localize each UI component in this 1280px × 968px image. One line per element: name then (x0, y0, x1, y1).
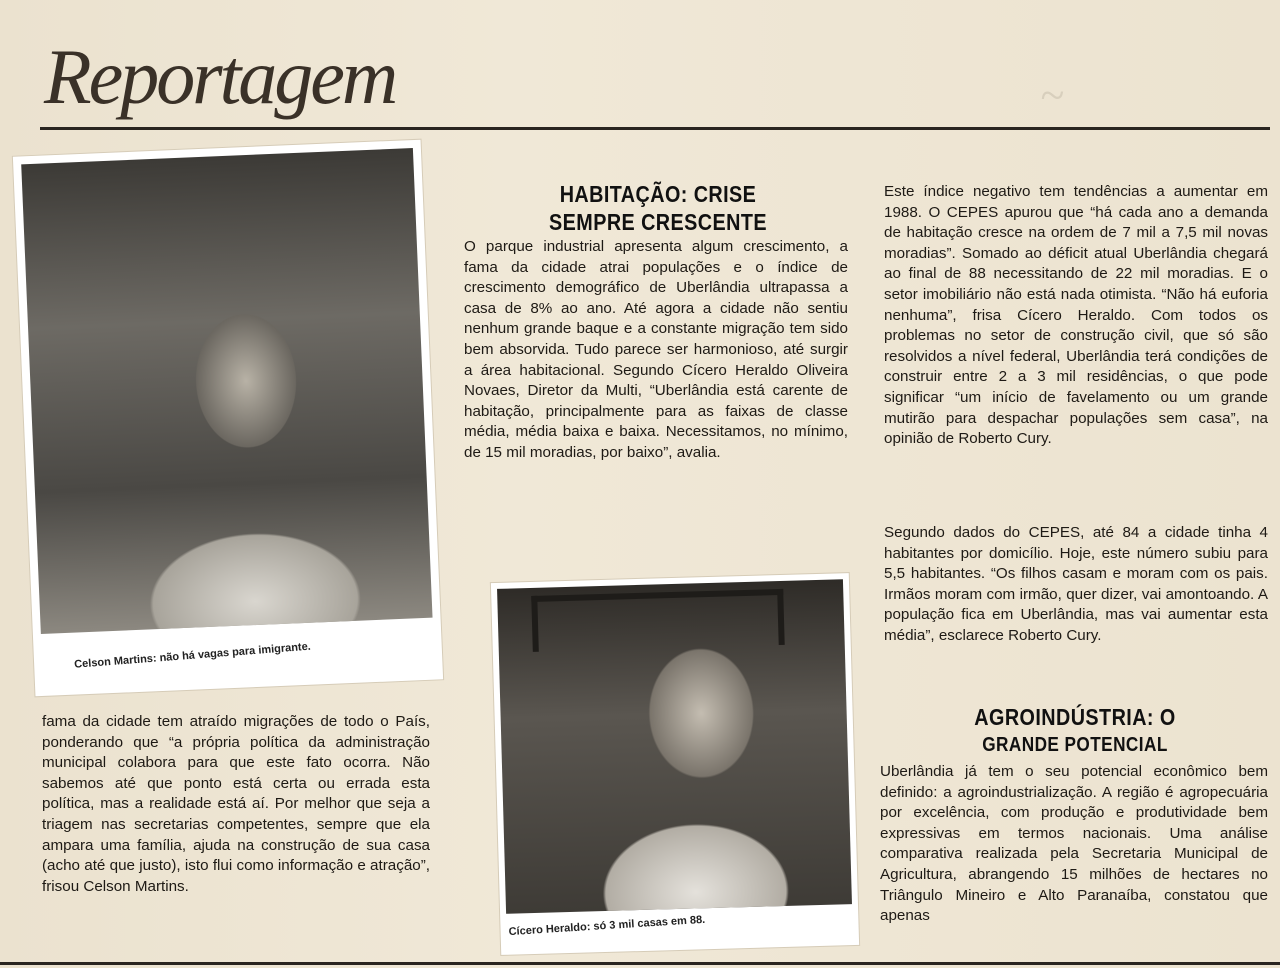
paragraph: O parque industrial apresenta algum crescimento, a fama da cidade atrai populações e o índice de crescimento demográfico de Uberlândia ultrapassa a casa de 8% ao ano. Até agora a cidade não sentiu nenhum grande baque e a constante migração tem sido bem absorvida. Tudo parece ser harmonioso, até surgir a área habitacional. Segundo Cícero Heraldo Oliveira Novaes, Diretor da Multi, “Uberlândia está carente de habitação, principalmente para as faixas de classe média, média baixa e baixa. Necessitamos, no mínimo, de 15 mil moradias, por baixo”, avalia. (464, 238, 848, 461)
headline-habitacao (495, 180, 822, 236)
headline-line: HABITAÇÃO: CRISE (559, 181, 757, 207)
article-column-3-part-1 (884, 182, 1268, 450)
headline-agroindustria (907, 703, 1242, 759)
article-column-3-part-3 (880, 762, 1268, 927)
photo-caption: Celson Martins: não há vagas para imigrante. (73, 640, 312, 671)
header-rule (40, 127, 1270, 130)
paragraph: fama da cidade tem atraído migrações de todo o País, ponderando que “a própria política da administração municipal colabora para que este fato ocorra. Não sabemos até que ponto está certa ou errada esta política, mas a realidade está aí. Por melhor que seja a triagem nas secretarias competentes, sempre que ela ampara uma família, ajuda na construção de sua casa (acho até que justo), isto flui como informação e atração”, frisou Celson Martins. (42, 713, 430, 895)
photo-celson-martins (13, 140, 443, 697)
article-column-3-part-2 (884, 523, 1268, 647)
article-column-2 (464, 237, 848, 464)
section-title: Reportagem (44, 33, 396, 120)
wall-frame-decoration (531, 589, 784, 652)
headline-line: SEMPRE CRESCENTE (549, 209, 767, 235)
footer-rule (0, 962, 1280, 965)
article-column-1 (42, 712, 430, 897)
headline-line: GRANDE POTENCIAL (982, 734, 1168, 756)
headline-line: AGROINDÚSTRIA: O (974, 704, 1176, 730)
photo-caption: Cícero Heraldo: só 3 mil casas em 88. (508, 913, 706, 939)
bleed-through-decoration: ~ (1040, 71, 1064, 120)
portrait-image (21, 148, 432, 634)
paragraph: Segundo dados do CEPES, até 84 a cidade tinha 4 habitantes por domicílio. Hoje, este número subiu para 5,5 habitantes. “Os filhos casam e moram com os pais. Irmãos moram com irmão, quer dizer, vai amontoando. A população fica em Uberlândia, mas vai aumentar esta média”, esclarece Roberto Cury. (884, 524, 1268, 644)
paragraph: Uberlândia já tem o seu potencial econômico bem definido: a agroindustrialização. A região é agropecuária por excelência, com produção e produtividade bem expressivas em termos nacionais. Uma análise comparativa realizada pela Secretaria Municipal de Agricultura, abrangendo 15 milhões de hectares no Triângulo Mineiro e Alto Paranaíba, constatou que apenas (880, 763, 1268, 925)
paragraph: Este índice negativo tem tendências a aumentar em 1988. O CEPES apurou que “há cada ano a demanda de habitação cresce na ordem de 7 mil a 7,5 mil novas moradias”. Somado ao déficit atual Uberlândia chegará ao final de 88 necessitando de 22 mil moradias. E o setor imobiliário não está nada otimista. “Não há euforia nenhuma”, frisa Cícero Heraldo. Com todos os problemas no setor de construção civil, que só são resolvidos a nível federal, Uberlândia terá condições de construir entre 2 a 3 mil residências, o que pode significar “um início de favelamento ou um grande mutirão para despachar populações sem casa”, na opinião de Roberto Cury. (884, 183, 1268, 448)
photo-cicero-heraldo (491, 573, 859, 955)
